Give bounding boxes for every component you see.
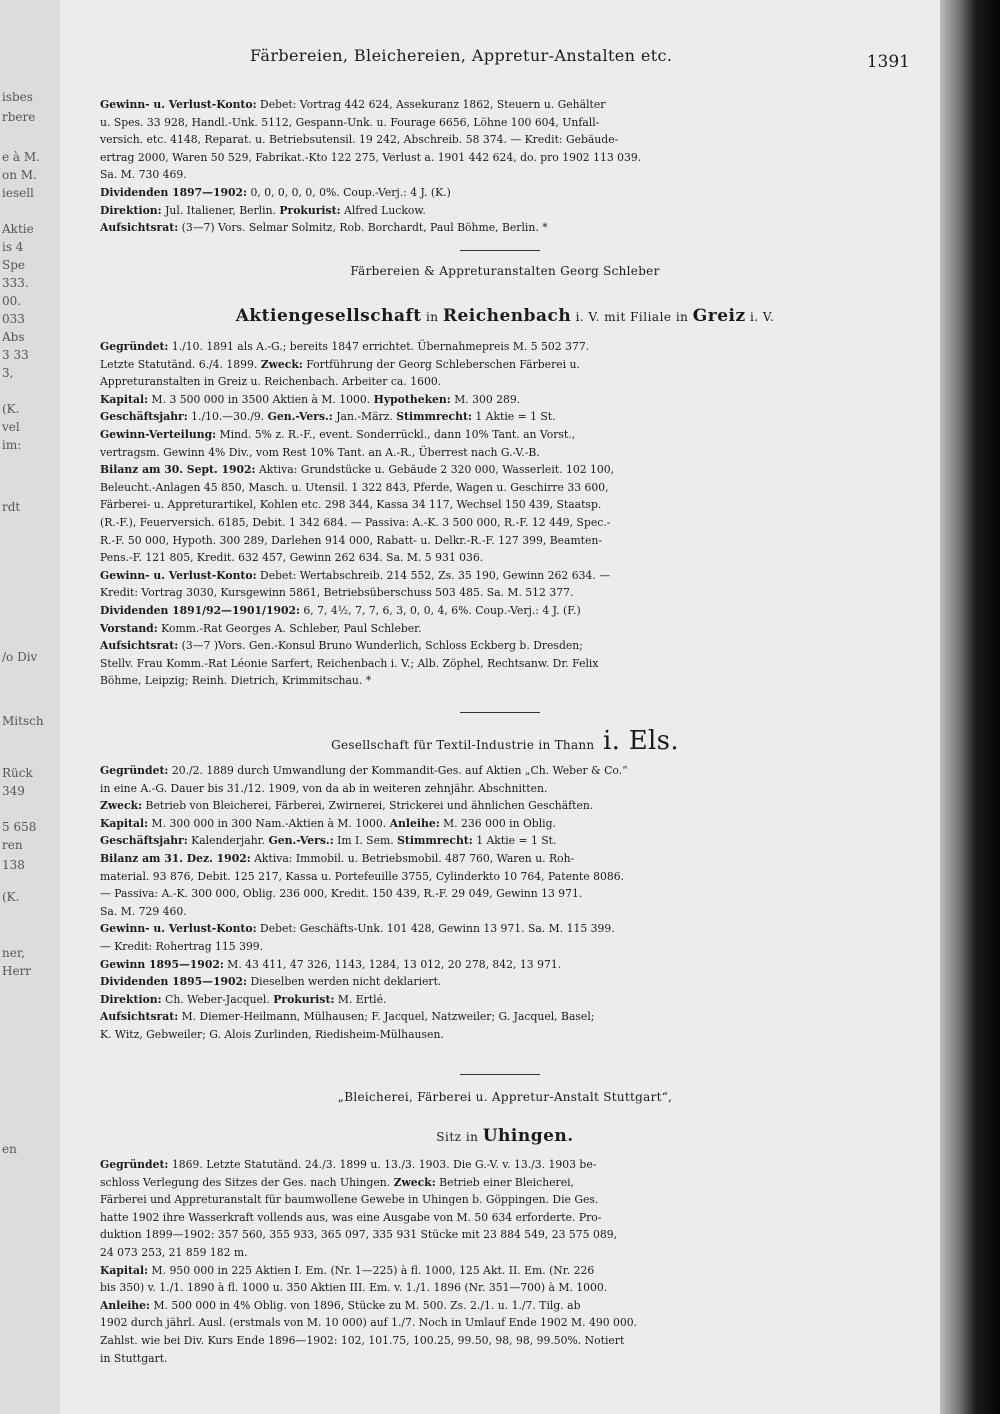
company-subheading-schleber — [100, 306, 910, 326]
text-line — [100, 797, 910, 815]
text-line — [100, 391, 910, 409]
field-text: M. 300 289. — [450, 392, 521, 406]
text-line — [100, 938, 910, 956]
company-heading-schleber: Färbereien & Appreturanstalten Georg Schleber — [350, 264, 660, 278]
text-line — [100, 356, 910, 374]
text-line — [100, 815, 910, 833]
field-label: Gewinn- u. Verlust-Konto: — [100, 98, 257, 111]
field-label: Dividenden 1891/92—1901/1902: — [100, 603, 300, 617]
field-text: Appreturanstalten in Greiz u. Reichenbach. Arbeiter ca. 1600. — [100, 375, 442, 389]
field-text: 1./10. 1891 als A.-G.; bereits 1847 errichtet. Übernahmepreis M. 5 502 377. — [168, 340, 590, 353]
section-divider — [460, 712, 540, 713]
field-label: Stimmrecht: — [397, 834, 473, 848]
subheading-part: in — [421, 310, 443, 324]
section-divider — [460, 250, 540, 251]
margin-fragment: ner, — [2, 946, 26, 960]
text-line — [100, 1332, 910, 1350]
field-label: Zweck: — [100, 799, 143, 813]
text-line — [100, 1191, 910, 1209]
margin-fragment: /o Div — [2, 650, 38, 664]
text-line — [100, 655, 910, 673]
field-label: Gen.-Vers.: — [267, 410, 333, 424]
text-line — [100, 532, 910, 550]
field-label: Direktion: — [100, 992, 162, 1006]
margin-fragment: is 4 — [2, 240, 24, 254]
field-text: Debet: Wertabschreib. 214 552, Zs. 35 190, Gewinn 262 634. — — [256, 568, 610, 582]
margin-fragment: iesell — [2, 186, 34, 200]
text-line — [100, 408, 910, 426]
field-text: 1./10.—30./9. — [187, 410, 268, 424]
field-label: Vorstand: — [100, 621, 158, 635]
text-line — [100, 1297, 910, 1315]
text-line — [100, 762, 910, 780]
field-text: Debet: Vortrag 442 624, Assekuranz 1862, Steuern u. Gehälter — [256, 98, 606, 111]
field-text: u. Spes. 33 928, Handl.-Unk. 5112, Gespann-Unk. u. Fourage 6656, Löhne 100 604, Unfall- — [100, 115, 600, 129]
field-label: Kapital: — [100, 392, 149, 406]
field-text: Pens.-F. 121 805, Kredit. 632 457, Gewinn 262 634. Sa. M. 5 931 036. — [100, 551, 484, 565]
text-line — [100, 131, 910, 149]
field-text: (R.-F.), Feuerversich. 6185, Debit. 1 342 684. — Passiva: A.-K. 3 500 000, R.-F. 12 449, Spec.- — [100, 515, 611, 529]
text-line — [100, 479, 910, 497]
field-text: Sa. M. 730 469. — [100, 168, 187, 182]
field-text: M. Diemer-Heilmann, Mülhausen; F. Jacquel, Natzweiler; G. Jacquel, Basel; — [178, 1010, 595, 1024]
text-line — [100, 461, 910, 479]
field-text: M. 500 000 in 4% Oblig. von 1896, Stücke zu M. 500. Zs. 2./1. u. 1./7. Tilg. ab — [150, 1298, 581, 1312]
margin-fragment: Rück — [2, 766, 33, 780]
field-text: Betrieb einer Bleicherei, — [435, 1175, 574, 1189]
field-label: Geschäftsjahr: — [100, 410, 188, 424]
field-label: Dividenden 1895—1902: — [100, 975, 248, 989]
text-line — [100, 885, 910, 903]
field-text: Komm.-Rat Georges A. Schleber, Paul Schleber. — [157, 621, 422, 635]
field-label: Kapital: — [100, 1263, 149, 1277]
field-text: Jul. Italiener, Berlin. — [161, 203, 280, 217]
text-line — [100, 780, 910, 798]
margin-fragment: 00. — [2, 294, 22, 308]
text-line — [100, 1262, 910, 1280]
heading-main: Gesellschaft für Textil-Industrie in Thann — [331, 738, 595, 752]
field-text: — Kredit: Rohertrag 115 399. — [100, 939, 264, 953]
text-line — [100, 514, 910, 532]
field-label: Aufsichtsrat: — [100, 1010, 179, 1024]
field-text: M. Ertlé. — [334, 992, 387, 1006]
field-text: in Stuttgart. — [100, 1351, 168, 1365]
field-text: Färberei und Appreturanstalt für baumwollene Gewebe in Uhingen b. Göppingen. Die Ges. — [100, 1193, 599, 1207]
field-label: Gewinn 1895—1902: — [100, 957, 224, 971]
field-text: schloss Verlegung des Sitzes der Ges. nach Uhingen. — [100, 1175, 394, 1189]
field-text: Mind. 5% z. R.-F., event. Sonderrückl., dann 10% Tant. an Vorst., — [216, 427, 576, 441]
company-subheading-stuttgart — [100, 1126, 910, 1146]
field-label: Bilanz am 31. Dez. 1902: — [100, 851, 251, 865]
text-line — [100, 149, 910, 167]
field-label: Stimmrecht: — [396, 410, 472, 424]
margin-fragment: rdt — [2, 500, 21, 514]
field-label: Gewinn-Verteilung: — [100, 427, 217, 441]
document-page — [60, 0, 940, 1414]
field-text: 1 Aktie = 1 St. — [471, 410, 556, 424]
text-line — [100, 672, 910, 690]
text-line — [100, 166, 910, 184]
field-label: Hypotheken: — [373, 392, 451, 406]
text-line — [100, 620, 910, 638]
field-text: Sa. M. 729 460. — [100, 904, 187, 918]
field-label: Zweck: — [260, 357, 303, 371]
text-line — [100, 96, 910, 114]
field-text: M. 3 500 000 in 3500 Aktien à M. 1000. — [148, 392, 374, 406]
field-text: Betrieb von Bleicherei, Färberei, Zwirnerei, Strickerei und ähnlichen Geschäften. — [142, 799, 594, 813]
text-line — [100, 567, 910, 585]
text-line — [100, 444, 910, 462]
text-line — [100, 338, 910, 356]
margin-fragment: on M. — [2, 168, 37, 182]
field-label: Kapital: — [100, 816, 149, 830]
field-text: 1902 durch jährl. Ausl. (erstmals von M. 10 000) auf 1./7. Noch in Umlauf Ende 1902 M. 490 000. — [100, 1316, 638, 1330]
field-text: Zahlst. wie bei Div. Kurs Ende 1896—1902: 102, 101.75, 100.25, 99.50, 98, 98, 99.50%. Notiert — [100, 1333, 625, 1347]
field-text: versich. etc. 4148, Reparat. u. Betriebsutensil. 19 242, Abschreib. 58 374. — Kredit: Gebäude- — [100, 133, 619, 147]
margin-fragment: im: — [2, 438, 22, 452]
section-continued-entry — [100, 96, 910, 237]
margin-fragment: 138 — [2, 858, 25, 872]
field-label: Bilanz am 30. Sept. 1902: — [100, 463, 256, 477]
margin-fragment: Abs — [2, 330, 25, 344]
section-divider — [460, 1074, 540, 1075]
text-line — [100, 868, 910, 886]
field-text: in eine A.-G. Dauer bis 31./12. 1909, von da ab in weiteren zehnjähr. Abschnitten. — [100, 781, 548, 795]
company-heading-stuttgart: „Bleicherei, Färberei u. Appretur-Anstalt Stuttgart“, — [337, 1090, 673, 1104]
company-heading-thann — [100, 726, 910, 756]
field-text: vertragsm. Gewinn 4% Div., vom Rest 10% Tant. an A.-R., Überrest nach G.-V.-B. — [100, 445, 540, 459]
company-entry-thann — [100, 762, 910, 1044]
field-text: duktion 1899—1902: 357 560, 355 933, 365 097, 335 931 Stücke mit 23 884 549, 23 575 089, — [100, 1228, 618, 1242]
text-line — [100, 584, 910, 602]
text-line — [100, 956, 910, 974]
margin-fragment: Herr — [2, 964, 32, 978]
field-text: 1869. Letzte Statutänd. 24./3. 1899 u. 13./3. 1903. Die G.-V. v. 13./3. 1903 be- — [168, 1158, 597, 1171]
field-text: 24 073 253, 21 859 182 m. — [100, 1245, 248, 1259]
field-text: (3—7 )Vors. Gen.-Konsul Bruno Wunderlich, Schloss Eckberg b. Dresden; — [178, 639, 583, 653]
field-text: M. 300 000 in 300 Nam.-Aktien à M. 1000. — [148, 816, 390, 830]
field-label: Aufsichtsrat: — [100, 639, 179, 653]
margin-fragment: 033 — [2, 312, 25, 326]
field-text: Alfred Luckow. — [340, 203, 426, 217]
field-text: 1 Aktie = 1 St. — [472, 834, 557, 848]
company-entry-stuttgart — [100, 1156, 910, 1367]
field-text: K. Witz, Gebweiler; G. Alois Zurlinden, Riedisheim-Mülhausen. — [100, 1027, 444, 1041]
field-text: Jan.-März. — [332, 410, 397, 424]
margin-fragment: 3, — [2, 366, 14, 380]
heading-suffix: i. Els. — [594, 726, 679, 756]
field-text: Aktiva: Grundstücke u. Gebäude 2 320 000, Wasserleit. 102 100, — [255, 463, 615, 477]
field-label: Gegründet: — [100, 1158, 169, 1171]
field-label: Gen.-Vers.: — [268, 834, 334, 848]
text-line — [100, 373, 910, 391]
field-text: Im I. Sem. — [333, 834, 398, 848]
margin-fragment: 333. — [2, 276, 29, 290]
field-label: Geschäftsjahr: — [100, 834, 188, 848]
field-label: Direktion: — [100, 203, 162, 217]
margin-fragment: Mitsch — [2, 714, 44, 728]
text-line — [100, 1244, 910, 1262]
margin-fragment: 3 33 — [2, 348, 29, 362]
field-text: M. 950 000 in 225 Aktien I. Em. (Nr. 1—225) à fl. 1000, 125 Akt. II. Em. (Nr. 226 — [148, 1263, 595, 1277]
subheading-part: i. V. — [745, 310, 775, 324]
field-text: Stellv. Frau Komm.-Rat Léonie Sarfert, Reichenbach i. V.; Alb. Zöphel, Rechtsanw. Dr. Felix — [100, 656, 599, 670]
field-text: Debet: Geschäfts-Unk. 101 428, Gewinn 13 971. Sa. M. 115 399. — [256, 922, 615, 936]
field-text: Ch. Weber-Jacquel. — [161, 992, 274, 1006]
text-line — [100, 1226, 910, 1244]
field-text: Dieselben werden nicht deklariert. — [247, 975, 442, 989]
company-entry-schleber — [100, 338, 910, 690]
field-text: Aktiva: Immobil. u. Betriebsmobil. 487 760, Waren u. Roh- — [250, 851, 575, 865]
margin-fragment: ren — [2, 838, 23, 852]
subheading-part: Aktiengesellschaft — [235, 306, 422, 326]
field-text: 0, 0, 0, 0, 0, 0%. Coup.-Verj.: 4 J. (K.) — [247, 185, 451, 199]
field-label: Zweck: — [393, 1175, 436, 1189]
margin-fragment: rbere — [2, 110, 36, 124]
field-text: — Passiva: A.-K. 300 000, Oblig. 236 000, Kredit. 150 439, R.-F. 29 049, Gewinn 13 971. — [100, 887, 583, 901]
text-line — [100, 1174, 910, 1192]
subheading-part: i. V. mit Filiale in — [571, 310, 693, 324]
field-label: Gewinn- u. Verlust-Konto: — [100, 568, 257, 582]
text-line — [100, 850, 910, 868]
page-edge-shadow — [940, 0, 1000, 1414]
text-line — [100, 219, 910, 237]
field-text: Färberei- u. Appreturartikel, Kohlen etc. 298 344, Kassa 34 117, Wechsel 150 439, Staatsp. — [100, 498, 602, 512]
adjacent-page-strip — [0, 0, 60, 1414]
text-line — [100, 1314, 910, 1332]
field-text: M. 236 000 in Oblig. — [439, 816, 556, 830]
sub-prefix: Sitz in — [436, 1130, 483, 1144]
field-text: hatte 1902 ihre Wasserkraft vollends aus, was eine Ausgabe von M. 50 634 erforderte. Pro- — [100, 1210, 602, 1224]
margin-fragment: 5 658 — [2, 820, 37, 834]
field-label: Aufsichtsrat: — [100, 221, 179, 235]
margin-fragment: Spe — [2, 258, 26, 272]
sub-place: Uhingen. — [482, 1126, 574, 1146]
field-text: Fortführung der Georg Schleberschen Färberei u. — [302, 357, 580, 371]
text-line — [100, 602, 910, 620]
text-line — [100, 202, 910, 220]
field-text: Kredit: Vortrag 3030, Kursgewinn 5861, Betriebsüberschuss 503 485. Sa. M. 512 377. — [100, 586, 574, 600]
field-text: ertrag 2000, Waren 50 529, Fabrikat.-Kto 122 275, Verlust a. 1901 442 624, do. pro 1902 113 039. — [100, 150, 642, 164]
page-number: 1391 — [866, 52, 910, 72]
field-text: Böhme, Leipzig; Reinh. Dietrich, Krimmitschau. * — [100, 674, 372, 688]
field-text: (3—7) Vors. Selmar Solmitz, Rob. Borchardt, Paul Böhme, Berlin. * — [178, 221, 548, 235]
field-text: bis 350) v. 1./1. 1890 à fl. 1000 u. 350 Aktien III. Em. v. 1./1. 1896 (Nr. 351—700) à M. 1000. — [100, 1281, 608, 1295]
margin-fragment: en — [2, 1142, 17, 1156]
text-line — [100, 1279, 910, 1297]
field-label: Gegründet: — [100, 340, 169, 353]
text-line — [100, 903, 910, 921]
margin-fragment: (K. — [2, 890, 20, 904]
field-text: R.-F. 50 000, Hypoth. 300 289, Darlehen 914 000, Rabatt- u. Delkr.-R.-F. 127 399, Beamten- — [100, 533, 603, 547]
field-label: Prokurist: — [273, 992, 335, 1006]
margin-fragment: vel — [2, 420, 20, 434]
text-line — [100, 1350, 910, 1368]
margin-fragment: e à M. — [2, 150, 40, 164]
field-label: Gegründet: — [100, 764, 169, 777]
field-label: Anleihe: — [100, 1298, 151, 1312]
field-label: Anleihe: — [389, 816, 440, 830]
text-line — [100, 832, 910, 850]
field-text: M. 43 411, 47 326, 1143, 1284, 13 012, 20 278, 842, 13 971. — [223, 957, 562, 971]
margin-fragment: isbes — [2, 90, 33, 104]
text-line — [100, 991, 910, 1009]
running-header-title: Färbereien, Bleichereien, Appretur-Anstalten etc. — [250, 46, 673, 65]
text-line — [100, 1026, 910, 1044]
field-text: Beleucht.-Anlagen 45 850, Masch. u. Utensil. 1 322 843, Pferde, Wagen u. Geschirre 33 600, — [100, 480, 609, 494]
field-text: 6, 7, 4½, 7, 7, 6, 3, 0, 0, 4, 6%. Coup.-Verj.: 4 J. (F.) — [299, 603, 581, 617]
text-line — [100, 973, 910, 991]
field-label: Prokurist: — [279, 203, 341, 217]
margin-fragment: (K. — [2, 402, 20, 416]
field-text: material. 93 876, Debit. 125 217, Kassa u. Portefeuille 3755, Cylinderkto 10 764, Patente 8086. — [100, 869, 624, 883]
subheading-place: Greiz — [692, 306, 746, 326]
text-line — [100, 1209, 910, 1227]
field-text: Kalenderjahr. — [187, 834, 269, 848]
text-line — [100, 549, 910, 567]
subheading-place: Reichenbach — [442, 306, 572, 326]
text-line — [100, 920, 910, 938]
text-line — [100, 1008, 910, 1026]
margin-fragment: Aktie — [2, 222, 34, 236]
field-text: 20./2. 1889 durch Umwandlung der Kommandit-Ges. auf Aktien „Ch. Weber & Co.“ — [168, 764, 628, 777]
margin-fragment: 349 — [2, 784, 25, 798]
text-line — [100, 1156, 910, 1174]
text-line — [100, 637, 910, 655]
running-header — [100, 46, 910, 72]
field-text: Letzte Statutänd. 6./4. 1899. — [100, 357, 261, 371]
text-line — [100, 184, 910, 202]
text-line — [100, 426, 910, 444]
field-label: Gewinn- u. Verlust-Konto: — [100, 922, 257, 936]
text-line — [100, 496, 910, 514]
field-label: Dividenden 1897—1902: — [100, 185, 248, 199]
text-line — [100, 114, 910, 132]
